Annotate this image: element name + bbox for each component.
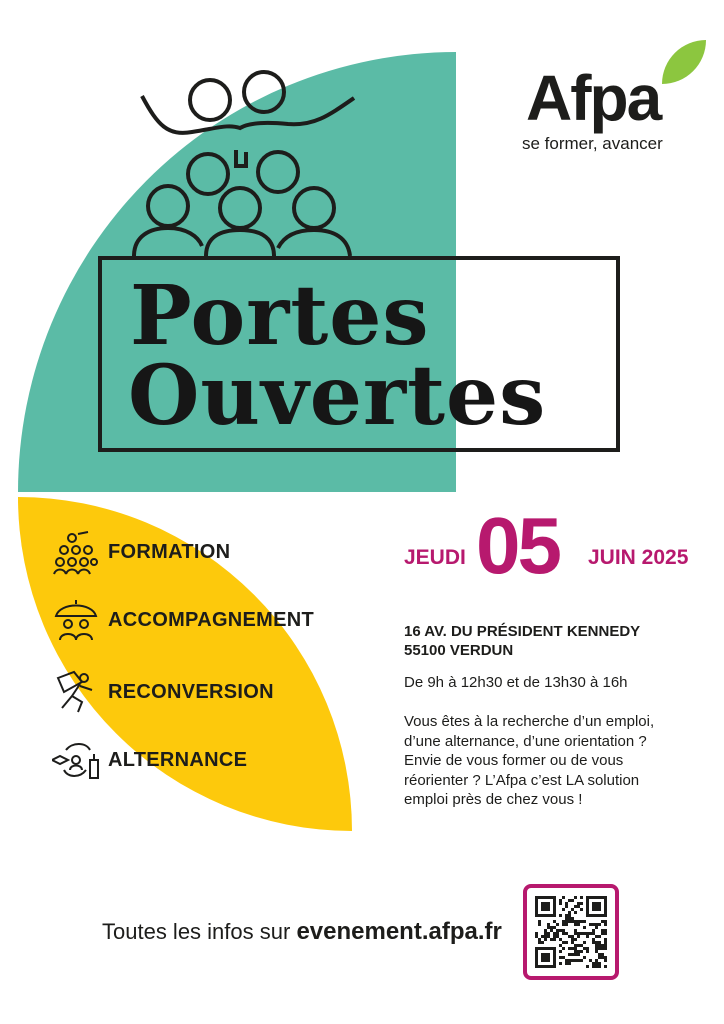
description-line: emploi près de chez vous ! <box>404 791 583 808</box>
logo-wordmark: Afpa <box>526 62 661 134</box>
title-line-2: Ouvertes <box>128 348 547 444</box>
description-line: réorienter ? L’Afpa c’est LA solution <box>404 771 640 789</box>
info-prefix: Toutes les infos sur <box>102 919 297 944</box>
program-item-reconversion <box>52 668 352 716</box>
program-label: ACCOMPAGNEMENT <box>108 608 315 631</box>
crowd-people-icon <box>128 66 368 266</box>
qr-code[interactable] <box>523 884 619 980</box>
event-date <box>404 501 714 590</box>
logo-leaf-icon <box>662 40 706 84</box>
program-item-alternance <box>52 736 352 784</box>
umbrella-people-icon <box>52 596 100 644</box>
afpa-logo <box>522 38 712 158</box>
event-website-link[interactable]: evenement.afpa.fr <box>296 918 502 945</box>
event-hours: De 9h à 12h30 et de 13h30 à 16h <box>404 674 628 691</box>
logo-tagline: se former, avancer <box>522 134 663 153</box>
program-label: RECONVERSION <box>108 680 274 703</box>
address-line-1: 16 AV. DU PRÉSIDENT KENNEDY <box>404 623 641 640</box>
description-line: Vous êtes à la recherche d’un emploi, <box>404 713 655 730</box>
description-line: Envie de vous former ou de vous <box>404 752 624 769</box>
description-line: d’une alternance, d’une orientation ? <box>404 732 647 750</box>
graduation-cycle-icon <box>52 736 100 784</box>
program-label: ALTERNANCE <box>108 748 248 771</box>
program-item-formation <box>52 528 352 576</box>
program-item-accompagnement <box>52 596 352 644</box>
program-label: FORMATION <box>108 540 231 563</box>
event-date-number: 05 <box>476 501 559 590</box>
title-line-1: Portes <box>130 268 430 364</box>
group-training-icon <box>52 528 100 576</box>
event-day: JEUDI <box>404 546 466 569</box>
qr-code-pattern <box>535 896 607 968</box>
event-description <box>404 712 704 810</box>
event-address <box>404 622 640 660</box>
running-person-icon <box>52 668 100 716</box>
event-month-year: JUIN 2025 <box>588 546 689 569</box>
info-line <box>102 918 502 946</box>
address-line-2: 55100 VERDUN <box>404 642 514 659</box>
